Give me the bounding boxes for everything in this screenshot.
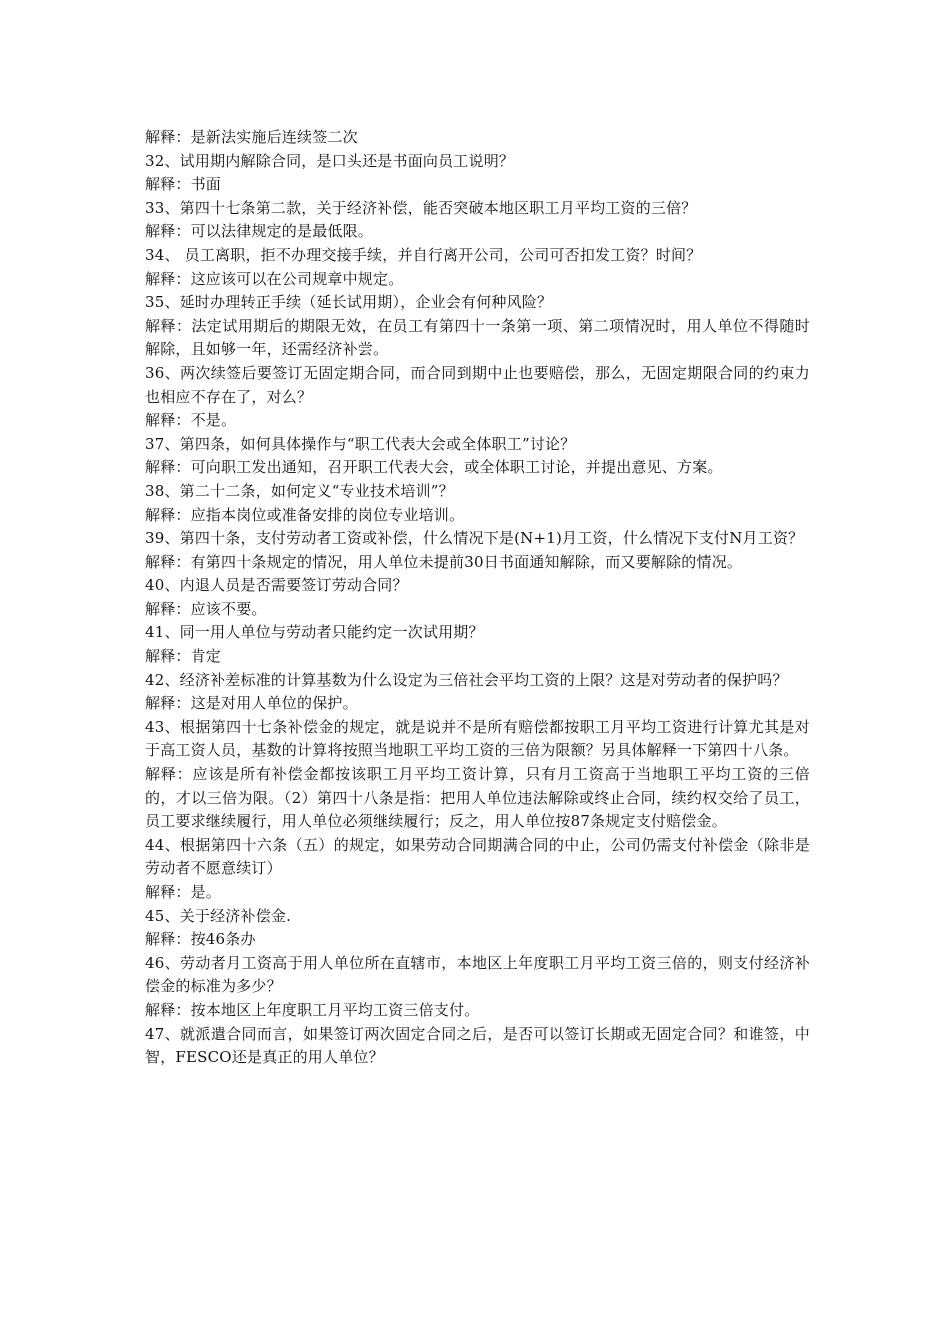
answer-paragraph: 解释：按本地区上年度职工月平均工资三倍支付。 — [145, 1000, 480, 1019]
question-paragraph: 34、 员工离职，拒不办理交接手续，并自行离开公司，公司可否扣发工资？时间？ — [145, 245, 702, 264]
answer-paragraph: 解释：肯定 — [145, 647, 222, 666]
answer-paragraph: 解释：可以法律规定的是最低限。 — [145, 222, 374, 241]
answer-paragraph: 解释：按46条办 — [145, 930, 256, 949]
question-paragraph: 43、根据第四十七条补偿金的规定，就是说并不是所有赔偿都按职工月平均工资进行计算尤其是对于高工资人员，基数的计算将按照当地职工平均工资的三倍为限额？另具体解释一下第四十八条。 — [145, 717, 810, 760]
answer-paragraph: 解释：应该不要。 — [145, 599, 267, 618]
answer-paragraph: 解释：书面 — [145, 175, 222, 194]
question-paragraph: 37、第四条，如何具体操作与“职工代表大会或全体职工”讨论？ — [145, 434, 576, 453]
question-paragraph: 32、试用期内解除合同，是口头还是书面向员工说明？ — [145, 151, 515, 170]
question-paragraph: 42、经济补差标准的计算基数为什么设定为三倍社会平均工资的上限？这是对劳动者的保护吗？ — [145, 670, 788, 689]
answer-paragraph: 解释：是新法实施后连续签二次 — [145, 128, 358, 146]
question-paragraph: 38、第二十二条，如何定义“专业技术培训”？ — [145, 481, 454, 500]
answer-paragraph: 解释：这应该可以在公司规章中规定。 — [145, 269, 404, 288]
answer-paragraph: 解释：不是。 — [145, 411, 237, 430]
question-paragraph: 36、两次续签后要签订无固定期合同，而合同到期中止也要赔偿，那么，无固定期限合同的约束力也相应不存在了，对么？ — [145, 363, 810, 406]
answer-paragraph: 解释：法定试用期后的期限无效，在员工有第四十一条第一项、第二项情况时，用人单位不得随时解除，且如够一年，还需经济补尝。 — [145, 316, 810, 359]
question-paragraph: 35、延时办理转正手续（延长试用期），企业会有何种风险？ — [145, 293, 553, 312]
answer-paragraph: 解释：有第四十条规定的情况，用人单位未提前30日书面通知解除，而又要解除的情况。 — [145, 552, 743, 571]
answer-paragraph: 解释：应指本岗位或准备安排的岗位专业培训。 — [145, 505, 465, 524]
answer-paragraph: 解释：应该是所有补偿金都按该职工月平均工资计算，只有月工资高于当地职工平均工资的三倍的，才以三倍为限。（2）第四十八条是指：把用人单位违法解除或终止合同，续约权交给了员工，员工要求继续履行，用人单位必须继续履行；反之，用人单位按87条规定支付赔偿金。 — [145, 765, 810, 831]
question-paragraph: 45、关于经济补偿金. — [145, 906, 292, 925]
answer-paragraph: 解释：是。 — [145, 883, 222, 901]
document-body — [145, 126, 810, 1070]
question-paragraph: 39、第四十条，支付劳动者工资或补偿，什么情况下是(N+1)月工资，什么情况下支付N月工资？ — [145, 529, 804, 548]
question-paragraph: 41、同一用人单位与劳动者只能约定一次试用期？ — [145, 623, 484, 642]
answer-paragraph: 解释：这是对用人单位的保护。 — [145, 694, 358, 713]
question-paragraph: 44、根据第四十六条（五）的规定，如果劳动合同期满合同的中止，公司仍需支付补偿金（除非是劳动者不愿意续订） — [145, 835, 810, 878]
question-paragraph: 47、就派遣合同而言，如果签订两次固定合同之后，是否可以签订长期或无固定合同？和谁签，中智，FESCO还是真正的用人单位？ — [145, 1024, 810, 1067]
question-paragraph: 33、第四十七条第二款，关于经济补偿，能否突破本地区职工月平均工资的三倍？ — [145, 198, 697, 217]
answer-paragraph: 解释：可向职工发出通知，召开职工代表大会，或全体职工讨论，并提出意见、方案。 — [145, 458, 723, 477]
question-paragraph: 46、劳动者月工资高于用人单位所在直辖市，本地区上年度职工月平均工资三倍的，则支付经济补偿金的标准为多少？ — [145, 953, 810, 996]
question-paragraph: 40、内退人员是否需要签订劳动合同？ — [145, 576, 408, 595]
